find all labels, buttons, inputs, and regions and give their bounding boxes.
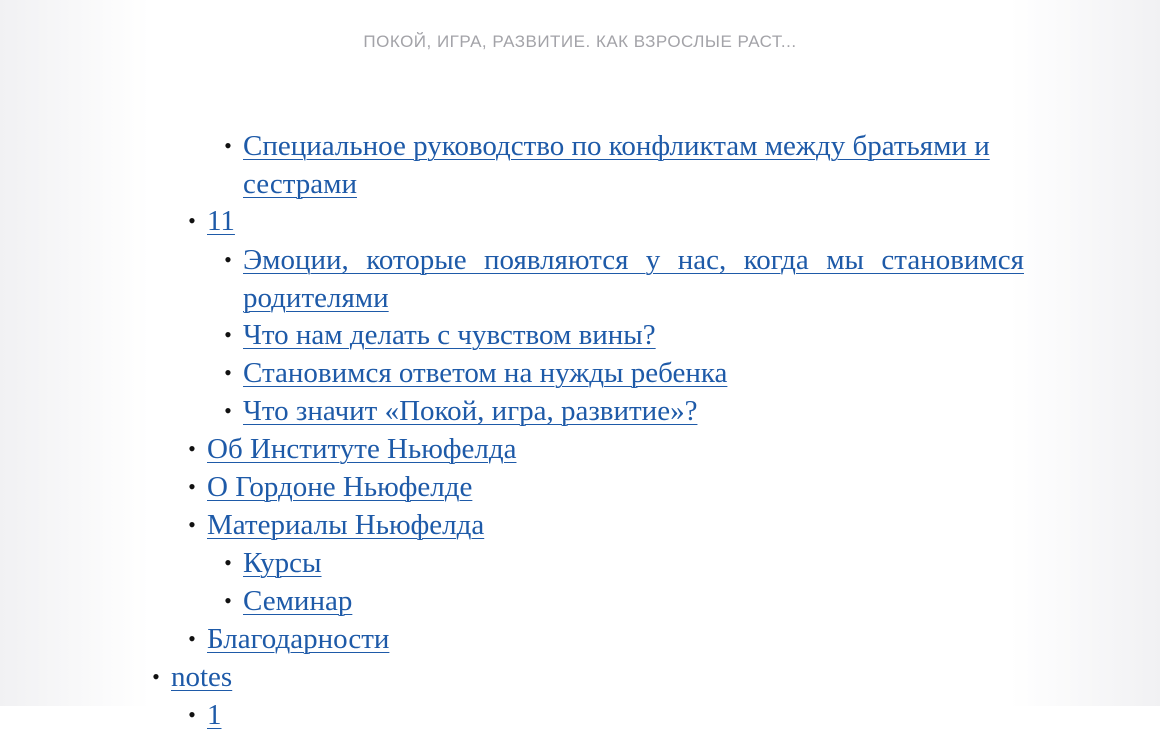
toc-link-courses[interactable]: Курсы xyxy=(243,547,322,579)
toc-link-rest-play-development[interactable]: Что значит «Покой, игра, развитие»? xyxy=(243,395,698,427)
toc-link-parent-emotions[interactable]: Эмоции, которые появляются у нас, когда мы становимся родителями xyxy=(243,244,1024,314)
bullet-icon: • xyxy=(188,436,196,461)
toc-link-child-needs[interactable]: Становимся ответом на нужды ребенка xyxy=(243,357,728,389)
bullet-icon: • xyxy=(188,702,196,727)
bullet-icon: • xyxy=(188,626,196,651)
bullet-icon: • xyxy=(188,512,196,537)
bullet-icon: • xyxy=(224,550,232,575)
toc-link-chapter-11[interactable]: 11 xyxy=(207,205,235,237)
bullet-icon: • xyxy=(188,208,196,233)
bullet-icon: • xyxy=(224,247,232,272)
toc-item-about-gordon xyxy=(186,468,472,506)
toc-link-acknowledgements[interactable]: Благодарности xyxy=(207,623,390,655)
toc-link-neufeld-institute[interactable]: Об Институте Ньюфелда xyxy=(207,433,517,465)
book-title-header: ПОКОЙ, ИГРА, РАЗВИТИЕ. КАК ВЗРОСЛЫЕ РАСТ... xyxy=(363,32,797,51)
bullet-icon: • xyxy=(188,474,196,499)
toc-item-child-needs xyxy=(222,354,727,392)
toc-link-guilt[interactable]: Что нам делать с чувством вины? xyxy=(243,319,656,351)
toc-item-seminar xyxy=(222,582,352,620)
toc-item-parent-emotions xyxy=(222,241,1024,317)
toc-item-rest-play-development xyxy=(222,392,697,430)
toc-item-neufeld-institute xyxy=(186,430,516,468)
toc-item-notes xyxy=(150,658,232,696)
toc-item-note-1 xyxy=(186,696,222,734)
bullet-icon: • xyxy=(224,588,232,613)
bullet-icon: • xyxy=(224,398,232,423)
toc-item-sibling-conflicts xyxy=(222,127,1024,203)
toc-link-about-gordon[interactable]: О Гордоне Ньюфелде xyxy=(207,471,473,503)
toc-item-courses xyxy=(222,544,322,582)
toc-link-sibling-conflicts[interactable]: Специальное руководство по конфликтам между братьями и сестрами xyxy=(243,130,990,200)
toc-item-acknowledgements xyxy=(186,620,389,658)
toc-link-note-1[interactable]: 1 xyxy=(207,699,222,731)
toc-item-chapter-11 xyxy=(186,202,235,240)
toc-link-seminar[interactable]: Семинар xyxy=(243,585,353,617)
toc-link-notes[interactable]: notes xyxy=(171,661,233,693)
bullet-icon: • xyxy=(224,322,232,347)
toc-link-neufeld-materials[interactable]: Материалы Ньюфелда xyxy=(207,509,485,541)
toc-item-guilt xyxy=(222,316,656,354)
toc-item-neufeld-materials xyxy=(186,506,484,544)
bullet-icon: • xyxy=(224,133,232,158)
bullet-icon: • xyxy=(152,664,160,689)
bullet-icon: • xyxy=(224,360,232,385)
